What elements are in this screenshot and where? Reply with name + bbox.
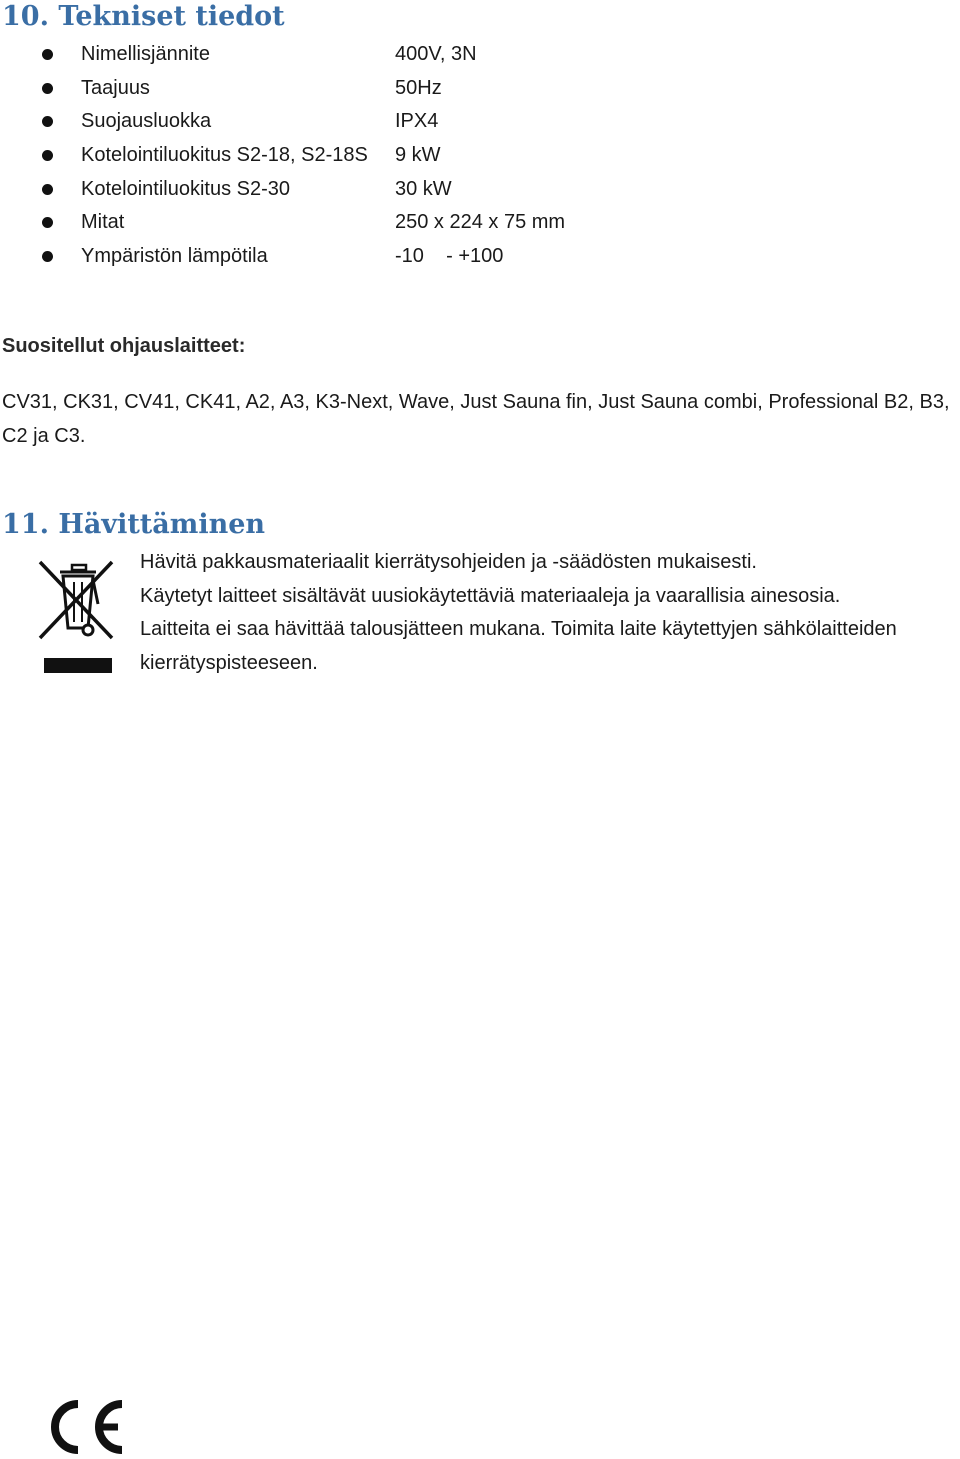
crossed-out-wheelie-bin-icon xyxy=(36,558,116,676)
spec-value: 9 kW xyxy=(395,144,441,167)
spec-item xyxy=(0,240,700,274)
bullet-icon xyxy=(42,116,53,127)
spec-item xyxy=(0,206,700,240)
spec-value: 400V, 3N xyxy=(395,43,477,65)
bullet-icon xyxy=(42,251,53,262)
disposal-paragraph: Käytetyt laitteet sisältävät uusiokäytettäviä materiaaleja ja vaarallisia ainesosia. xyxy=(140,584,841,607)
bullet-icon xyxy=(42,49,53,60)
section-heading-technical-data: 10. Tekniset tiedot xyxy=(2,1,285,32)
bullet-icon xyxy=(42,217,53,228)
bullet-icon xyxy=(42,83,53,94)
spec-value: IPX4 xyxy=(395,110,439,133)
bullet-icon xyxy=(42,184,53,195)
disposal-paragraph: Laitteita ei saa hävittää talousjätteen mukana. Toimita laite käytettyjen sähkölaitteiden kierrätyspisteeseen. xyxy=(140,618,897,675)
spec-list xyxy=(0,38,700,274)
spec-label: Mitat xyxy=(81,211,125,234)
spec-value: 50Hz xyxy=(395,76,442,99)
spec-item xyxy=(0,173,700,207)
spec-item xyxy=(0,139,700,173)
recommended-controls-list: CV31, CK31, CV41, CK41, A2, A3, K3-Next, Wave, Just Sauna fin, Just Sauna combi, Professional B2, B3, C2 ja C3. xyxy=(2,391,950,447)
bullet-icon xyxy=(42,150,53,161)
recommended-controls-title: Suositellut ohjauslaitteet: xyxy=(2,335,246,357)
disposal-instructions xyxy=(140,546,955,681)
spec-item xyxy=(0,105,700,139)
disposal-paragraph: Hävitä pakkausmateriaalit kierrätysohjeiden ja -säädösten mukaisesti. xyxy=(140,551,757,573)
spec-item xyxy=(0,72,700,106)
ce-mark-icon xyxy=(44,1396,128,1458)
spec-label: Taajuus xyxy=(81,76,150,99)
spec-item xyxy=(0,38,700,72)
spec-label: Nimellisjännite xyxy=(81,43,210,65)
spec-value: 250 x 224 x 75 mm xyxy=(395,211,566,234)
spec-label: Suojausluokka xyxy=(81,110,212,133)
spec-value: 30 kW xyxy=(395,177,452,200)
spec-value: -10 - +100 xyxy=(395,245,504,268)
spec-label: Kotelointiluokitus S2-30 xyxy=(81,177,291,200)
spec-label: Kotelointiluokitus S2-18, S2-18S xyxy=(81,144,368,167)
section-heading-disposal: 11. Hävittäminen xyxy=(2,509,266,540)
spec-label: Ympäristön lämpötila xyxy=(81,245,268,268)
